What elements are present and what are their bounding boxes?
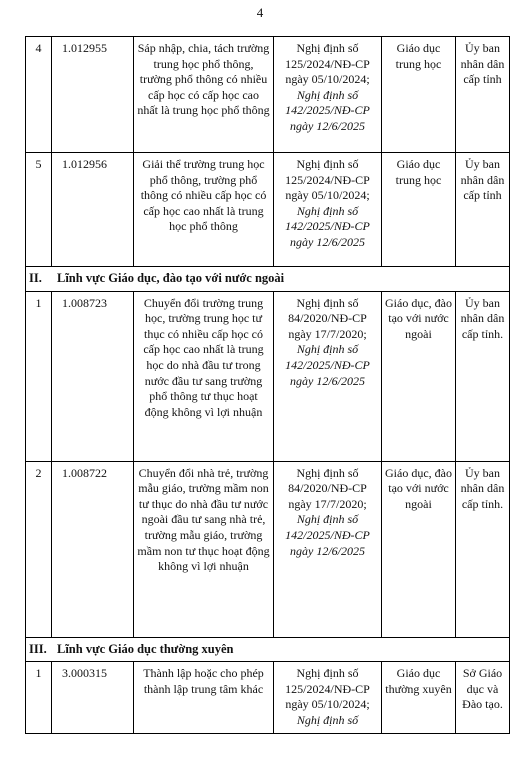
procedure-code: 1.008723 <box>52 291 134 461</box>
section-heading <box>26 267 510 292</box>
legal-basis-line: Nghị định số 142/2025/NĐ-CP ngày 12/6/2025 <box>285 342 370 388</box>
legal-basis <box>274 662 382 734</box>
procedure-field: Giáo dục, đào tạo với nước ngoài <box>382 291 456 461</box>
legal-basis <box>274 153 382 267</box>
section-title: Lĩnh vực Giáo dục thường xuyên <box>57 641 234 656</box>
section-header-row <box>26 637 510 662</box>
legal-basis <box>274 37 382 153</box>
legal-basis <box>274 461 382 637</box>
section-heading <box>26 637 510 662</box>
row-number: 4 <box>26 37 52 153</box>
procedure-name: Thành lập hoặc cho phép thành lập trung tâm khác <box>134 662 274 734</box>
section-number: II. <box>29 271 42 285</box>
table-row <box>26 662 510 734</box>
procedure-name: Chuyển đổi nhà trẻ, trường mẫu giáo, trường mầm non tư thục do nhà đầu tư nước ngoài đầu tư sang nhà trẻ, trường mẫu giáo, trường mầm non tư thục hoạt động không vì lợi nhuận <box>134 461 274 637</box>
row-number: 1 <box>26 291 52 461</box>
row-number: 1 <box>26 662 52 734</box>
procedure-table <box>25 36 510 734</box>
legal-basis-line: Nghị định số <box>296 712 359 727</box>
implementing-agency: Ủy ban nhân dân cấp tỉnh <box>456 37 510 153</box>
implementing-agency: Ủy ban nhân dân cấp tỉnh <box>456 153 510 267</box>
legal-basis-line: Nghị định số 84/2020/NĐ-CP ngày 17/7/2020; <box>288 295 367 341</box>
table-row <box>26 461 510 637</box>
procedure-field: Giáo dục, đào tạo với nước ngoài <box>382 461 456 637</box>
procedure-table-body <box>26 37 510 734</box>
section-number: III. <box>29 641 47 656</box>
implementing-agency: Ủy ban nhân dân cấp tỉnh. <box>456 461 510 637</box>
legal-basis-line: Nghị định số 125/2024/NĐ-CP ngày 05/10/2024; <box>285 666 370 712</box>
legal-basis-line: Nghị định số 142/2025/NĐ-CP ngày 12/6/2025 <box>285 203 370 249</box>
legal-basis-line: Nghị định số 84/2020/NĐ-CP ngày 17/7/2020; <box>288 465 367 511</box>
row-number: 5 <box>26 153 52 267</box>
implementing-agency: Ủy ban nhân dân cấp tỉnh. <box>456 291 510 461</box>
procedure-code: 1.012955 <box>52 37 134 153</box>
legal-basis-line: Nghị định số 142/2025/NĐ-CP ngày 12/6/2025 <box>285 512 370 558</box>
legal-basis-line: Nghị định số 125/2024/NĐ-CP ngày 05/10/2024; <box>285 157 370 203</box>
procedure-code: 1.012956 <box>52 153 134 267</box>
legal-basis-line: Nghị định số 142/2025/NĐ-CP ngày 12/6/2025 <box>285 87 370 133</box>
procedure-name: Giải thể trường trung học phổ thông, trường phổ thông có nhiều cấp học có cấp học cao nhất là trung học phổ thông <box>134 153 274 267</box>
table-row <box>26 153 510 267</box>
page-number: 4 <box>256 5 264 20</box>
table-row <box>26 37 510 153</box>
row-number: 2 <box>26 461 52 637</box>
procedure-field: Giáo dục trung học <box>382 37 456 153</box>
implementing-agency: Sở Giáo dục và Đào tạo. <box>456 662 510 734</box>
procedure-code: 3.000315 <box>52 662 134 734</box>
table-row <box>26 291 510 461</box>
legal-basis <box>274 291 382 461</box>
procedure-field: Giáo dục trung học <box>382 153 456 267</box>
section-header-row <box>26 267 510 292</box>
procedure-name: Sáp nhập, chia, tách trường trung học phổ thông, trường phổ thông có nhiều cấp học có cấp học cao nhất là trung học phổ thông <box>134 37 274 153</box>
procedure-code: 1.008722 <box>52 461 134 637</box>
procedure-field: Giáo dục thường xuyên <box>382 662 456 734</box>
section-title: Lĩnh vực Giáo dục, đào tạo với nước ngoài <box>57 271 285 285</box>
legal-basis-line: Nghị định số 125/2024/NĐ-CP ngày 05/10/2024; <box>285 41 370 87</box>
procedure-name: Chuyển đổi trường trung học, trường trung học tư thục có nhiều cấp học có cấp học cao nhất là trung học do nhà đầu tư trong nước đầu tư sang trường phổ thông tư thục hoạt động không vì lợi nhuận <box>134 291 274 461</box>
